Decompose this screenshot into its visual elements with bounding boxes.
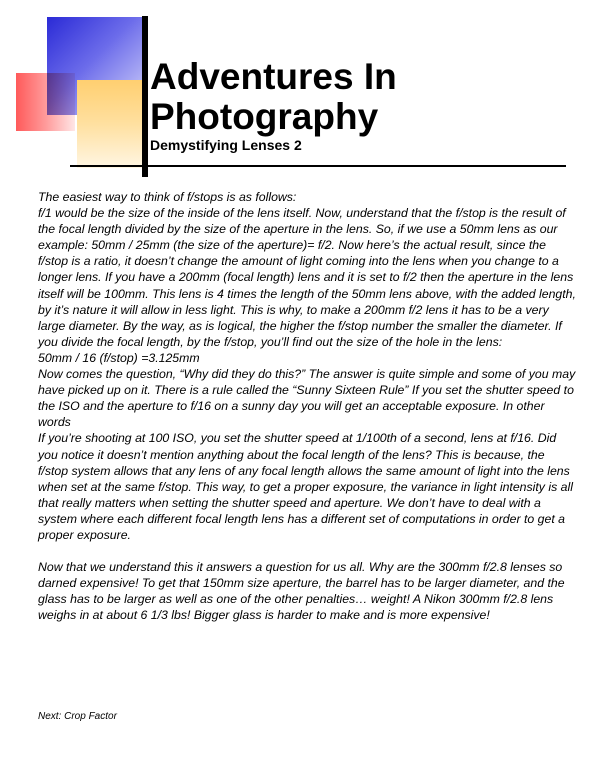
horizontal-rule — [70, 165, 566, 167]
vertical-rule — [142, 16, 148, 177]
page-title — [150, 57, 397, 137]
paragraph-intro: The easiest way to think of f/stops is as follows: — [38, 190, 297, 204]
decorative-yellow-square — [77, 80, 146, 168]
next-article-label: Next: Crop Factor — [38, 711, 117, 722]
paragraph-formula: 50mm / 16 (f/stop) =3.125mm — [38, 350, 200, 365]
article-body — [38, 189, 578, 623]
paragraph-iso-example: If you’re shooting at 100 ISO, you set the shutter speed at 1/100th of a second, lens at f/16. Did you notice it doesn’t mention anything about the focal length of the lens? This is because, the f/stop system allows that any lens of any focal length allows the same amount of light into the lens when set at the same f/stop. This way, to get a proper exposure, the variance in light intensity is all that really matters when setting the shutter speed and aperture. We don’t have to deal with a system where each different focal length lens has a different set of computations in order to get a proper exposure. — [38, 431, 573, 542]
decorative-red-square — [16, 73, 75, 131]
paragraph-300mm-lenses: Now that we understand this it answers a question for us all. Why are the 300mm f/2.8 lenses so darned expensive! To get that 150mm size aperture, the barrel has to be larger diameter, and the glass has to be larger as well as one of the other penalties… weight! A Nikon 300mm f/2.8 lens weighs in at about 6 1/3 lbs! Bigger glass is harder to make and is more expensive! — [38, 560, 565, 623]
paragraph-sunny-sixteen: Now comes the question, “Why did they do this?” The answer is quite simple and some of you may have picked up on it. There is a rule called the “Sunny Sixteen Rule” If you set the shutter speed to the ISO and the aperture to f/16 on a sunny day you will get an acceptable exposure. In other words — [38, 367, 576, 430]
paragraph-fstop-explanation: f/1 would be the size of the inside of the lens itself. Now, understand that the f/stop is the result of the focal length divided by the size of the aperture in the lens. So, if we use a 50mm lens as our example: 50mm / 25mm (the size of the aperture)= f/2. Now here’s the actual result, since the f/stop is a ratio, it doesn’t change the amount of light coming into the lens when you change to a longer lens. If you have a 200mm (focal length) lens and it is set to f/2 then the aperture in the lens itself will be 100mm. This lens is 4 times the length of the 50mm lens above, with the added length, by it’s nature it will allow in less light. This is why, to make a 200mm f/2 lens it has to be a very large diameter. By the way, as is logical, the higher the f/stop number the smaller the diameter. If you divide the focal length, by the f/stop, you’ll find out the size of the hole in the lens: — [38, 206, 576, 349]
title-line-2: Photography — [150, 96, 379, 137]
title-line-1: Adventures In — [150, 56, 397, 97]
page-subtitle: Demystifying Lenses 2 — [150, 137, 302, 153]
